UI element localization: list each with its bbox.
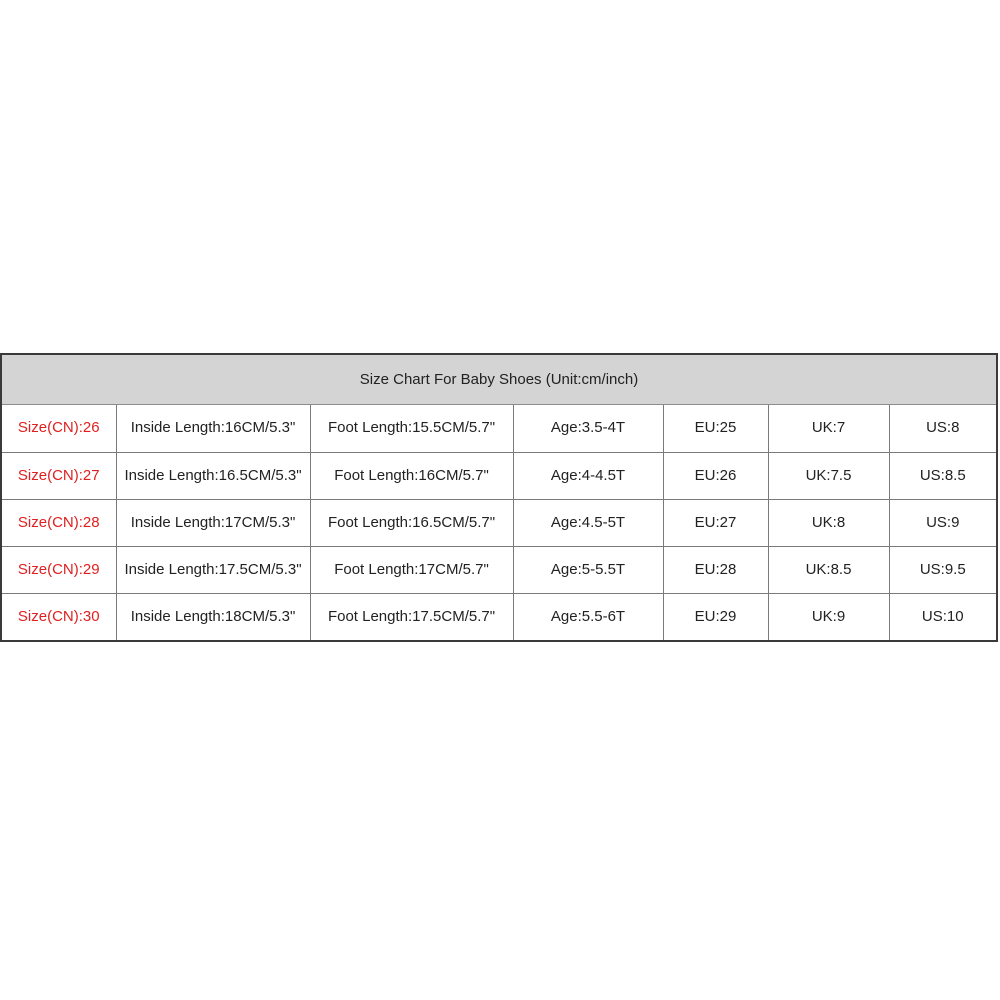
foot-length-cell: Foot Length:16CM/5.7": [310, 452, 513, 499]
cn-size-cell: Size(CN):28: [2, 499, 116, 546]
foot-length-cell: Foot Length:15.5CM/5.7": [310, 405, 513, 452]
eu-size-cell: EU:29: [663, 593, 768, 640]
inside-length-cell: Inside Length:16CM/5.3": [116, 405, 310, 452]
age-cell: Age:4.5-5T: [513, 499, 663, 546]
cn-size-cell: Size(CN):26: [2, 405, 116, 452]
uk-size-cell: UK:7: [768, 405, 889, 452]
eu-size-cell: EU:28: [663, 546, 768, 593]
size-table: [2, 405, 996, 640]
table-row: [2, 546, 996, 593]
inside-length-cell: Inside Length:16.5CM/5.3": [116, 452, 310, 499]
inside-length-cell: Inside Length:17.5CM/5.3": [116, 546, 310, 593]
table-row: [2, 499, 996, 546]
table-row: [2, 452, 996, 499]
foot-length-cell: Foot Length:17CM/5.7": [310, 546, 513, 593]
chart-title: Size Chart For Baby Shoes (Unit:cm/inch): [2, 355, 996, 405]
inside-length-cell: Inside Length:17CM/5.3": [116, 499, 310, 546]
cn-size-cell: Size(CN):29: [2, 546, 116, 593]
us-size-cell: US:8: [889, 405, 996, 452]
uk-size-cell: UK:7.5: [768, 452, 889, 499]
eu-size-cell: EU:26: [663, 452, 768, 499]
us-size-cell: US:9: [889, 499, 996, 546]
cn-size-cell: Size(CN):27: [2, 452, 116, 499]
table-row: [2, 405, 996, 452]
uk-size-cell: UK:9: [768, 593, 889, 640]
age-cell: Age:4-4.5T: [513, 452, 663, 499]
foot-length-cell: Foot Length:17.5CM/5.7": [310, 593, 513, 640]
eu-size-cell: EU:25: [663, 405, 768, 452]
size-chart: [0, 353, 998, 642]
us-size-cell: US:8.5: [889, 452, 996, 499]
age-cell: Age:3.5-4T: [513, 405, 663, 452]
us-size-cell: US:10: [921, 607, 964, 625]
uk-size-cell: UK:8: [768, 499, 889, 546]
age-cell: Age:5.5-6T: [513, 593, 663, 640]
eu-size-cell: EU:27: [663, 499, 768, 546]
table-row: [2, 593, 996, 640]
age-cell: Age:5-5.5T: [513, 546, 663, 593]
cn-size-cell: Size(CN):30: [2, 593, 116, 640]
inside-length-cell: Inside Length:18CM/5.3": [116, 593, 310, 640]
us-size-cell: US:9.5: [889, 546, 996, 593]
uk-size-cell: UK:8.5: [768, 546, 889, 593]
foot-length-cell: Foot Length:16.5CM/5.7": [310, 499, 513, 546]
